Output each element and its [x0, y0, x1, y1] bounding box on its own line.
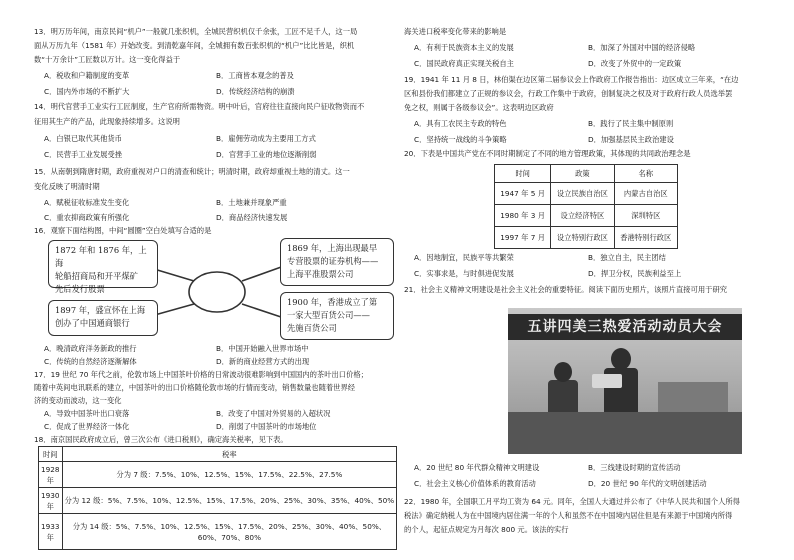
q18-tariff-table	[38, 446, 397, 550]
q21-option-d[interactable]: D．20 世纪 90 年代的文明创建活动	[588, 479, 707, 488]
table-cell: 深圳特区	[614, 205, 677, 227]
q15-option-d[interactable]: D．商品经济快速发展	[216, 213, 288, 222]
photo-table	[658, 382, 728, 412]
q18-option-b[interactable]: B．加深了外国对中国的经济侵略	[588, 43, 696, 52]
q16-box-top-right: 1869 年，上海出现最早 专营股票的证券机构—— 上海平准股票公司	[280, 238, 394, 286]
table-header-row	[495, 165, 678, 183]
table-cell: 设立民族自治区	[551, 183, 614, 205]
photo-banner: 五讲四美三热爱活动动员大会	[508, 314, 742, 340]
q19-line: 免之权，则属于各级参议会”。这表明边区政府	[404, 103, 554, 112]
table-cell: 香港特别行政区	[614, 227, 677, 249]
q16-option-c[interactable]: C．传统的自然经济逐渐解体	[44, 357, 137, 366]
table-header-cell: 时间	[495, 165, 551, 183]
q19-option-b[interactable]: B．践行了民主集中制原则	[588, 119, 674, 128]
q14-option-c[interactable]: C．民营手工业发展受挫	[44, 150, 123, 159]
q13-option-b[interactable]: B．工商皆本观念的普及	[216, 71, 294, 80]
q17-option-d[interactable]: D．削弱了中国茶叶的市场地位	[216, 422, 317, 431]
q13-line: 13．明万历年间，南京民间“机户”一般就几张织机，全城民营织机仅千余张，工匠不足千人，这一局	[34, 27, 358, 36]
q16-option-d[interactable]: D．新的商业经营方式的出现	[216, 357, 310, 366]
q20-option-a[interactable]: A．因地制宜，民族平等共繁荣	[414, 253, 514, 262]
photo-object	[592, 374, 622, 388]
table-row	[39, 514, 397, 550]
q15-line: 15．从南朝到隋唐时期，政府重视对户口的清查和统计；明清时期，政府却重视土地的清丈。这一	[34, 167, 350, 176]
q19-line: 区和县份我们都建立了正规的参议会，行政工作集中于政府，创制复决之权及对于政府行政人员选举罢	[404, 89, 733, 98]
q21-option-c[interactable]: C．社会主义核心价值体系的教育活动	[414, 479, 536, 488]
q17-line: 17．19 世纪 70 年代之前，伦敦市场上中国茶叶价格的日常波动很难影响到中国国内的茶叶出口价格；	[34, 370, 368, 379]
q21-stem: 21．社会主义精神文明建设是社会主义社会的重要特征。阅读下面历史照片，该照片直接可用于研究	[404, 285, 728, 294]
q17-line: 济的变动而波动，这一变化	[34, 396, 122, 405]
q16-option-b[interactable]: B．中国开始融入世界市场中	[216, 344, 309, 353]
q21-historical-photo	[508, 308, 742, 454]
photo-speaker-head	[611, 348, 631, 370]
q18-stem: 18．南京国民政府成立后，曾三次公布《进口税则》，确定海关税率，见下表。	[34, 435, 288, 444]
table-cell: 设立特别行政区	[551, 227, 614, 249]
photo-audience	[508, 412, 742, 454]
q14-option-a[interactable]: A．白银已取代其他货币	[44, 134, 122, 143]
q22-line: 的个人，起征点规定为月每次 800 元。该法的实行	[404, 525, 569, 534]
q18-continuation: 海关进口税率变化带来的影响是	[404, 27, 507, 36]
table-header-row	[39, 447, 397, 462]
q17-line: 随着中英间电讯联系的建立，中国茶叶的出口价格随伦敦市场的行情而变动，销售数量也随着世界经	[34, 383, 356, 392]
q16-box-top-left: 1872 年和 1876 年，上海 轮船招商局和开平煤矿 先后发行股票	[48, 240, 158, 288]
q16-box-bottom-right: 1900 年，香港成立了第 一家大型百货公司—— 先施百货公司	[280, 292, 394, 340]
table-row	[495, 205, 678, 227]
q16-center-circle	[189, 272, 245, 312]
q14-option-b[interactable]: B．雇佣劳动成为主要用工方式	[216, 134, 316, 143]
q16-option-a[interactable]: A．晚清政府洋务新政的推行	[44, 344, 137, 353]
q18-option-d[interactable]: D．改变了外贸中的一定政策	[588, 59, 682, 68]
q15-option-b[interactable]: B．土地兼并现象严重	[216, 198, 287, 207]
table-header-cell: 政策	[551, 165, 614, 183]
q22-line: 税法》确定纳税人为在中国境内居住满一年的个人和虽然不在中国境内居住但是有来源于中国境内所得	[404, 511, 733, 520]
q21-option-a[interactable]: A．20 世纪 80 年代群众精神文明建设	[414, 463, 540, 472]
q13-option-c[interactable]: C．国内外市场的不断扩大	[44, 87, 130, 96]
table-cell: 1928 年	[39, 462, 63, 488]
q14-option-d[interactable]: D．官营手工业的地位逐渐削弱	[216, 150, 317, 159]
table-cell: 分为 14 级：5%、7.5%、10%、12.5%、15%、17.5%、20%、25%、30%、40%、50%、 60%、70%、80%	[62, 514, 397, 550]
q14-line: 征用其生产的产品，此现象持续增多。这说明	[34, 117, 180, 126]
q18-option-c[interactable]: C．国民政府真正实现关税自主	[414, 59, 514, 68]
q19-option-d[interactable]: D．加强基层民主政治建设	[588, 135, 674, 144]
table-cell: 设立经济特区	[551, 205, 614, 227]
table-cell: 分为 7 级：7.5%、10%、12.5%、15%、17.5%、22.5%、27.5%	[62, 462, 397, 488]
q15-option-a[interactable]: A．赋税征收标准发生变化	[44, 198, 130, 207]
table-row	[39, 462, 397, 488]
table-cell: 1933 年	[39, 514, 63, 550]
table-row	[495, 227, 678, 249]
q21-option-b[interactable]: B．三线建设时期的宣传活动	[588, 463, 681, 472]
q18-option-a[interactable]: A．有利于民族资本主义的发展	[414, 43, 514, 52]
table-cell: 分为 12 级：5%、7.5%、10%、12.5%、15%、17.5%、20%、25%、30%、35%、40%、50%	[62, 488, 397, 514]
q20-option-c[interactable]: C．实事求是，与时俱进促发展	[414, 269, 514, 278]
q16-box-bottom-left: 1897 年，盛宣怀在上海 创办了中国通商银行	[48, 300, 158, 336]
table-cell: 1947 年 5 月	[495, 183, 551, 205]
q20-policy-table	[494, 164, 678, 249]
table-header-cell: 税率	[62, 447, 397, 462]
q19-option-a[interactable]: A．具有工农民主专政的特色	[414, 119, 507, 128]
q19-line: 19．1941 年 11 月 8 日，林伯渠在边区第二届参议会上作政府工作报告指出：边区成立三年来，“在边	[404, 75, 739, 84]
q17-option-b[interactable]: B．改变了中国对外贸易的入超状况	[216, 409, 331, 418]
q19-option-c[interactable]: C．坚持统一战线的斗争策略	[414, 135, 507, 144]
q15-line: 变化反映了明清时期	[34, 182, 100, 191]
table-row	[39, 488, 397, 514]
q20-option-d[interactable]: D．捍卫分权，民族利益至上	[588, 269, 682, 278]
q17-option-c[interactable]: C．促成了世界经济一体化	[44, 422, 130, 431]
q14-line: 14．明代官营手工业实行工匠制度，生产官府所需物资。明中叶后，官府往往直接向民户征收物资而不	[34, 102, 365, 111]
table-cell: 内蒙古自治区	[614, 183, 677, 205]
table-row	[495, 183, 678, 205]
q15-option-c[interactable]: C．重农抑商政策有所强化	[44, 213, 130, 222]
q13-option-d[interactable]: D．传统经济结构的崩溃	[216, 87, 295, 96]
table-header-cell: 时间	[39, 447, 63, 462]
q20-stem: 20．下表是中国共产党在不同时期制定了不同的地方管理政策，其体现的共同政治理念是	[404, 149, 691, 158]
q13-option-a[interactable]: A．税收和户籍制度的变革	[44, 71, 130, 80]
photo-figure-head	[554, 362, 572, 382]
table-cell: 1930 年	[39, 488, 63, 514]
table-cell: 1980 年 3 月	[495, 205, 551, 227]
q22-line: 22．1980 年，全国职工月平均工资为 64 元。同年，全国人大通过并公布了《中华人民共和国个人所得	[404, 497, 740, 506]
q20-option-b[interactable]: B．独立自主，民主团结	[588, 253, 666, 262]
table-header-cell: 名称	[614, 165, 677, 183]
q13-line: 面从万历九年（1581 年）开始改变。到清乾嘉年间，全城拥有数百张织机的“机户”比比皆是，织机	[34, 41, 355, 50]
q16-stem: 16．观察下面结构图，中间“圆圈”空白处填写合适的是	[34, 226, 212, 235]
q17-option-a[interactable]: A．导致中国茶叶出口衰落	[44, 409, 130, 418]
q13-line: 数“十万余计”工匠数以万计。这一变化得益于	[34, 55, 181, 64]
table-cell: 1997 年 7 月	[495, 227, 551, 249]
